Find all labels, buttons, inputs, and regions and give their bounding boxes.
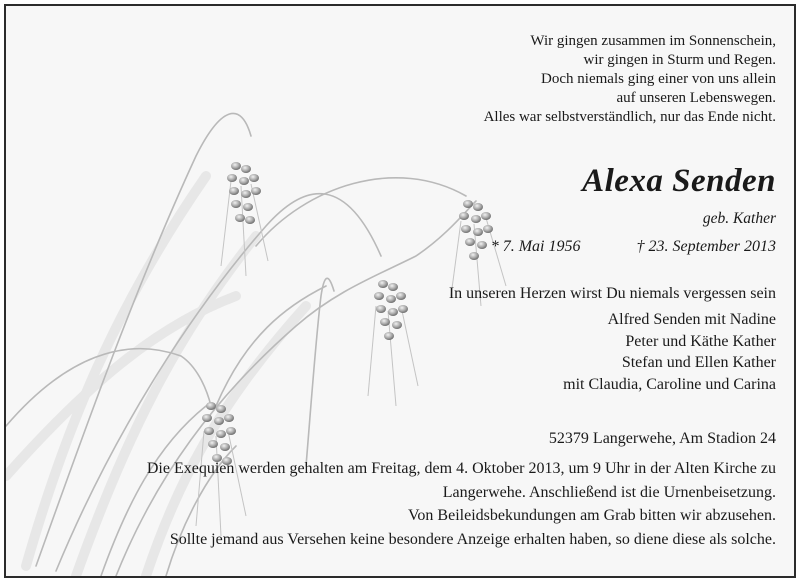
obituary-card <box>4 4 796 578</box>
deceased-name: Alexa Senden <box>582 163 776 199</box>
birth-date: * 7. Mai 1956 <box>490 238 581 255</box>
remembrance-line: In unseren Herzen wirst Du niemals vergessen sein <box>448 285 776 302</box>
death-date: † 23. September 2013 <box>636 238 776 255</box>
poem-line: auf unseren Lebenswegen. <box>616 90 776 106</box>
maiden-name: geb. Kather <box>702 210 776 227</box>
wheat-head-1 <box>227 162 261 224</box>
mourners-list <box>563 309 776 395</box>
poem-line: Doch niemals ging einer von uns allein <box>541 71 776 87</box>
notice-line: Die Exequien werden gehalten am Freitag, dem 4. Oktober 2013, um 9 Uhr in der Alten Kirche zu <box>146 460 776 477</box>
wheat-head-4 <box>202 402 236 465</box>
poem-line: Wir gingen zusammen im Sonnenschein, <box>530 33 776 49</box>
poem-line: Alles war selbstverständlich, nur das Ende nicht. <box>483 109 776 125</box>
mourner-line: mit Claudia, Caroline und Carina <box>563 375 776 393</box>
family-address: 52379 Langerwehe, Am Stadion 24 <box>548 430 776 447</box>
life-dates <box>491 238 776 256</box>
poem-verse <box>484 32 776 127</box>
notice-line: Von Beileidsbekundungen am Grab bitten wir abzusehen. <box>407 507 776 524</box>
notice-line: Langerwehe. Anschließend ist die Urnenbeisetzung. <box>442 483 776 501</box>
mourner-line: Peter und Käthe Kather <box>625 332 776 350</box>
mourner-line: Alfred Senden mit Nadine <box>607 311 776 328</box>
funeral-notice <box>147 457 776 551</box>
notice-line: Sollte jemand aus Versehen keine besondere Anzeige erhalten haben, so diene diese als solche. <box>169 530 776 548</box>
wheat-head-3 <box>374 280 408 340</box>
mourner-line: Stefan und Ellen Kather <box>621 354 776 371</box>
poem-line: wir gingen in Sturm und Regen. <box>583 52 776 68</box>
